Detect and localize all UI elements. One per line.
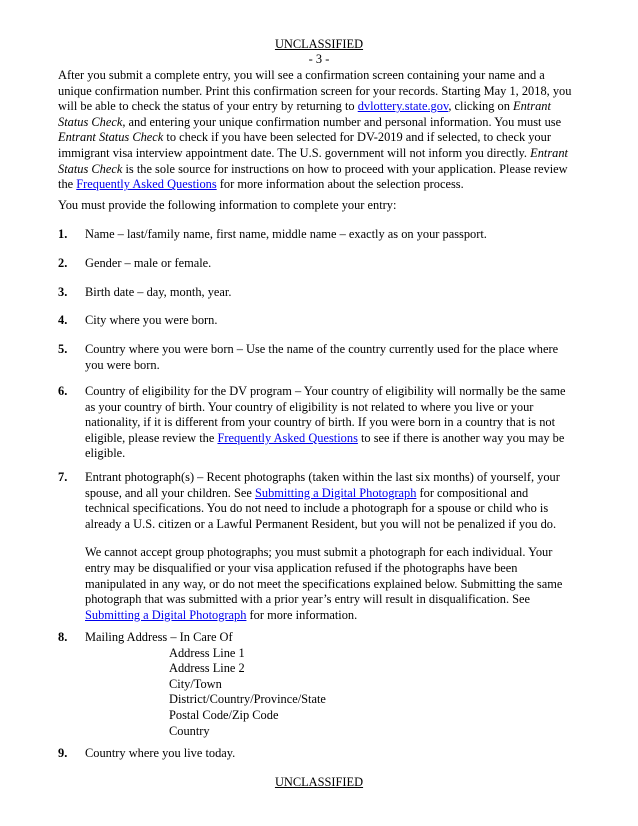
intro-line (58, 68, 585, 84)
address-line: City/Town (169, 676, 222, 691)
item-text: technical specifications. You do not need to include a photograph for a spouse or child who is (85, 501, 549, 516)
item-text: Gender – male or female. (85, 256, 212, 270)
item-text: Name – last/family name, first name, middle name – exactly as on your passport. (85, 227, 487, 241)
item-text: for compositional and (416, 485, 529, 500)
footer-classification: UNCLASSIFIED (274, 775, 364, 789)
faq-link[interactable]: Frequently Asked Questions (217, 430, 358, 445)
entrant-status-check-term: Entrant (513, 99, 551, 114)
intro-text: the (58, 177, 77, 192)
item-text: Country where you live today. (85, 746, 236, 760)
intro-text: immigrant visa interview appointment date. The U.S. government will not inform you directly. (58, 145, 531, 160)
item-number: 8. (58, 630, 68, 644)
item-text: Birth date – day, month, year. (85, 285, 232, 299)
intro-paragraph (58, 68, 585, 193)
item-line (85, 486, 585, 502)
entrant-status-check-term: Status Check (58, 114, 123, 129)
item-body (85, 285, 585, 301)
item-text: as your country of birth. Your country of eligibility is not related to where you live or your (85, 399, 534, 414)
item-body (85, 746, 585, 762)
page-number: - 3 - (308, 52, 330, 66)
item-number: 9. (58, 746, 68, 760)
item-body (85, 630, 585, 739)
address-line: District/Country/Province/State (169, 692, 326, 707)
item-body (85, 342, 585, 373)
item-text: Entrant photograph(s) – Recent photographs (taken within the last six months) of yourself, your (85, 470, 560, 484)
address-line: Postal Code/Zip Code (169, 707, 279, 722)
intro-text: , clicking on (448, 99, 514, 114)
digital-photograph-link[interactable]: Submitting a Digital Photograph (85, 607, 247, 622)
item-line (85, 431, 585, 447)
item-text: City where you were born. (85, 313, 218, 327)
dvlottery-link[interactable]: dvlottery.state.gov (357, 99, 449, 114)
item-number: 4. (58, 313, 68, 327)
item-number: 5. (58, 342, 68, 356)
intro-line (58, 99, 585, 115)
item-text: entry may be disqualified or your visa application refused if the photographs have been (85, 560, 518, 575)
item-number: 1. (58, 227, 68, 241)
item-body (85, 470, 585, 623)
paragraph-spacer (85, 532, 585, 545)
item-body (85, 256, 585, 272)
provide-info-text: You must provide the following information to complete your entry: (58, 198, 397, 212)
intro-text: , and entering your unique confirmation number and personal information. You must use (122, 114, 562, 129)
item-text: manipulated in any way, or do not meet the specifications explained below. Submitting the same (85, 576, 563, 591)
item-text: We cannot accept group photographs; you must submit a photograph for each individual. Your (85, 545, 553, 560)
item-number: 2. (58, 256, 68, 270)
item-number: 6. (58, 384, 68, 398)
header-classification: UNCLASSIFIED (274, 37, 364, 51)
address-line: Country (169, 723, 210, 738)
item-body (85, 227, 585, 243)
intro-line (58, 146, 585, 162)
address-line: Address Line 2 (169, 661, 245, 676)
intro-text: unique confirmation number. Print this confirmation screen for your records. Starting May 1, 2018, you (58, 83, 572, 98)
item-text: eligible. (85, 446, 126, 461)
intro-line (58, 177, 585, 193)
item-text: for more information. (246, 607, 358, 622)
intro-line (58, 162, 585, 178)
item-text: Mailing Address – In Care Of (85, 630, 233, 644)
intro-text: to check if you have been selected for DV-2019 and if selected, to check your (163, 130, 551, 145)
intro-text: will be able to check the status of your entry by returning to (58, 99, 358, 114)
item-number: 3. (58, 285, 68, 299)
item-text: Country of eligibility for the DV program – Your country of eligibility will normally be the same (85, 384, 566, 398)
item-line (85, 608, 585, 624)
item-text: you were born. (85, 357, 160, 372)
intro-text: After you submit a complete entry, you will see a confirmation screen containing your name and a (58, 68, 545, 82)
item-number: 7. (58, 470, 68, 484)
item-body (85, 384, 585, 462)
entrant-status-check-term: Status Check (58, 161, 123, 176)
item-body (85, 313, 585, 329)
intro-line (58, 115, 585, 131)
faq-link[interactable]: Frequently Asked Questions (76, 177, 217, 192)
intro-text: for more information about the selection process. (216, 177, 464, 192)
entrant-status-check-term: Entrant (530, 145, 569, 160)
entrant-status-check-term: Entrant Status Check (58, 130, 164, 145)
intro-line (58, 84, 585, 100)
digital-photograph-link[interactable]: Submitting a Digital Photograph (254, 485, 417, 500)
item-text: already a U.S. citizen or a Lawful Permanent Resident, but you will not be penalized if you do. (85, 516, 557, 531)
item-text: nationality, if it is different from your country of birth. If you were born in a country that is not (85, 415, 556, 430)
address-line: Address Line 1 (169, 645, 245, 660)
item-text: photograph that was submitted with a prior year’s entry will result in disqualification. See (85, 592, 531, 607)
item-text: eligible, please review the (85, 430, 218, 445)
item-text: spouse, and all your children. See (85, 485, 255, 500)
item-text: Country where you were born – Use the name of the country currently used for the place where (85, 342, 559, 356)
intro-text: is the sole source for instructions on how to proceed with your application. Please review (122, 161, 568, 176)
intro-line (58, 130, 585, 146)
item-text: to see if there is another way you may be (357, 430, 565, 445)
